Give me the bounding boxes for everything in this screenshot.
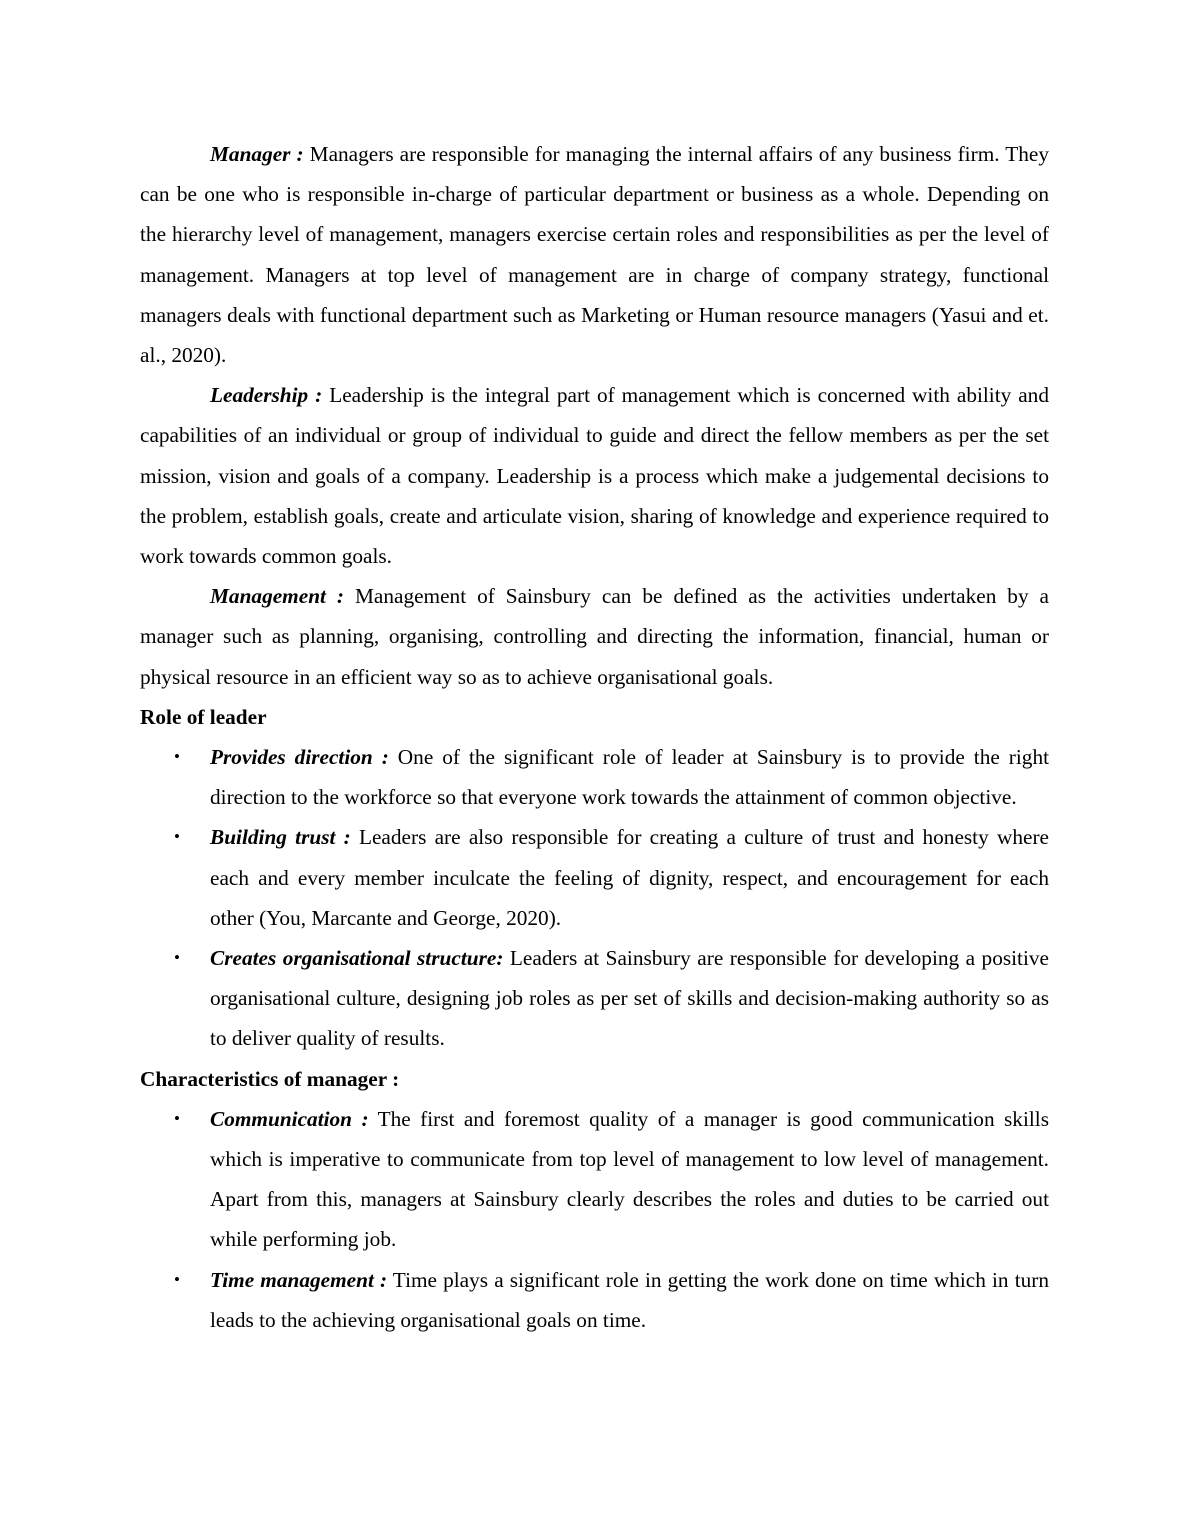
management-text: Management of Sainsbury can be defined as the activities undertaken by a manager such as planning, organising, controlling and directing the information, financial, human or physical resource in an efficient way so as to achieve organisational goals. [140, 584, 1049, 689]
role-of-leader-list [140, 737, 1049, 1059]
list-item-term: Provides direction : [210, 745, 389, 770]
list-item [140, 1099, 1049, 1260]
manager-term: Manager : [210, 142, 304, 166]
list-item-term: Time management : [210, 1267, 388, 1292]
bullet-icon: • [174, 747, 180, 767]
role-of-leader-heading: Role of leader [140, 704, 267, 729]
manager-paragraph [140, 134, 1049, 375]
list-item-text: One of the significant role of leader at Sainsbury is to provide the right direction to the workforce so that everyone work towards the attainment of common objective. [210, 745, 1050, 810]
list-item-text: Leaders at Sainsbury are responsible for developing a positive organisational culture, designing job roles as per set of skills and decision-making authority so as to deliver quality of results. [210, 946, 1049, 1051]
list-item-term: Building trust : [210, 825, 351, 850]
document-page [140, 134, 1049, 1340]
list-item-text: Leaders are also responsible for creating a culture of trust and honesty where each and every member inculcate the feeling of dignity, respect, and encouragement for each other (You, Marcante and George, 2020). [210, 825, 1049, 930]
characteristics-of-manager-heading: Characteristics of manager : [140, 1066, 400, 1091]
bullet-icon: • [174, 827, 180, 847]
list-item-term: Communication : [210, 1106, 369, 1131]
leadership-paragraph [140, 375, 1049, 576]
list-item-text: The first and foremost quality of a manager is good communication skills which is imperative to communicate from top level of management to low level of management. Apart from this, managers at Sainsbury clearly describes the roles and duties to be carried out while performing job. [210, 1106, 1049, 1252]
characteristics-of-manager-list [140, 1099, 1049, 1340]
list-item [140, 737, 1049, 817]
leadership-term: Leadership : [210, 383, 323, 408]
list-item [140, 1260, 1049, 1340]
list-item-term: Creates organisational structure: [210, 946, 504, 971]
list-item [140, 938, 1049, 1059]
list-item-text: Time plays a significant role in getting the work done on time which in turn leads to the achieving organisational goals on time. [210, 1267, 1050, 1332]
list-item [140, 817, 1049, 938]
bullet-icon: • [174, 1269, 180, 1289]
bullet-icon: • [174, 1108, 180, 1128]
manager-text: Managers are responsible for managing the internal affairs of any business firm. They can be one who is responsible in-charge of particular department or business as a whole. Depending on the hierarchy level of management, managers exercise certain roles and responsibilities as per the level of management. Managers at top level of management are in charge of company strategy, functional managers deals with functional department such as Marketing or Human resource managers (Yasui and et. al., 2020). [140, 142, 1049, 368]
bullet-icon: • [174, 948, 180, 968]
management-paragraph [140, 576, 1049, 697]
leadership-text: Leadership is the integral part of management which is concerned with ability and capabilities of an individual or group of individual to guide and direct the fellow members as per the set mission, vision and goals of a company. Leadership is a process which make a judgemental decisions to the problem, establish goals, create and articulate vision, sharing of knowledge and experience required to work towards common goals. [140, 383, 1049, 569]
management-term: Management : [210, 584, 344, 609]
